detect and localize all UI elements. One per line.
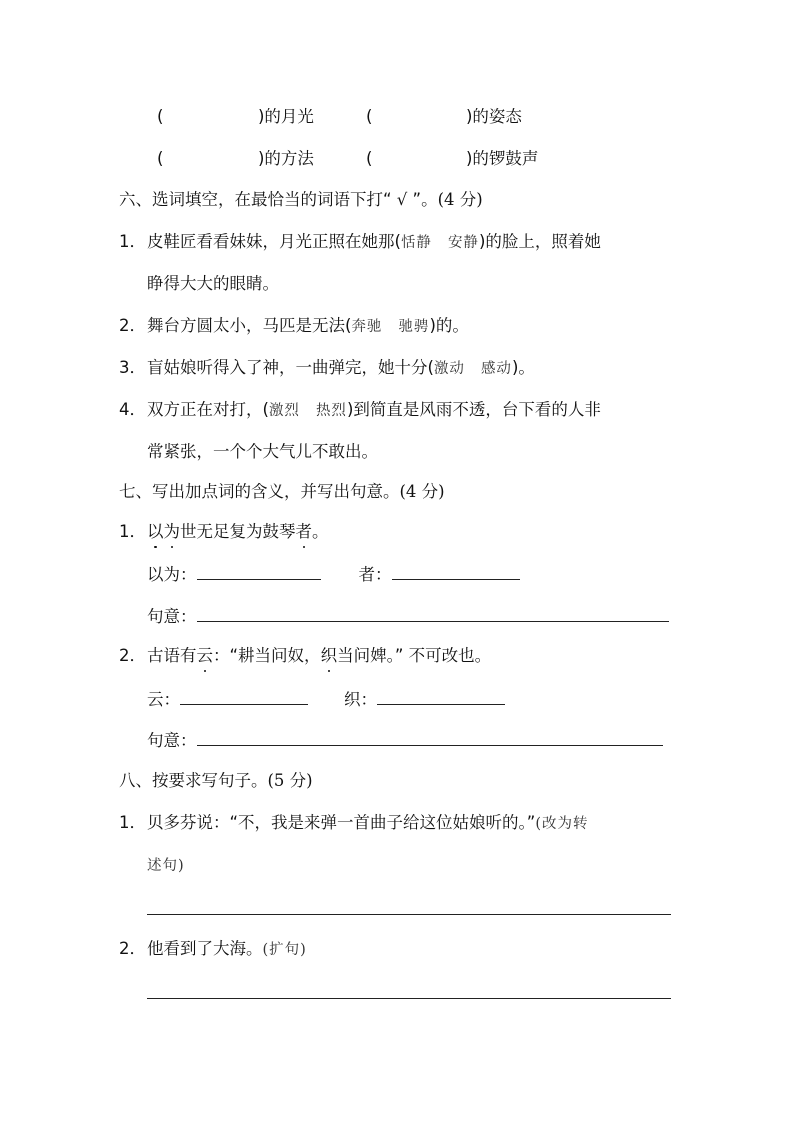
answer-line[interactable] <box>147 998 671 999</box>
section8-score: (5 分) <box>267 771 313 790</box>
meaning-label: 句意： <box>147 731 197 750</box>
item-text: )。 <box>511 358 535 377</box>
answer-blank[interactable] <box>197 563 321 580</box>
section8-item-1-cont <box>147 854 185 877</box>
item-number: 2． <box>119 939 146 958</box>
answer-line[interactable] <box>147 914 671 915</box>
section7-item-1-terms <box>147 563 520 586</box>
word-option[interactable]: 奔驰 <box>351 319 383 335</box>
open-paren: ( <box>157 149 164 168</box>
sentence-text: 。 <box>312 522 329 541</box>
section6-heading <box>119 189 483 211</box>
section6-item-4 <box>119 399 601 422</box>
sentence-text: 当问婢。” 不可改也。 <box>337 646 492 665</box>
section7-item-2-terms <box>147 688 505 711</box>
phrase-method: )的方法 <box>258 149 314 168</box>
item-text: )到简直是风雨不透，台下看的人非 <box>346 400 601 419</box>
item-number: 2． <box>119 646 146 665</box>
open-paren: ( <box>366 107 373 126</box>
section6-item-3 <box>119 357 535 380</box>
section6-item-4-cont: 常紧张，一个个大气儿不敢出。 <box>147 442 378 461</box>
dotted-char: 者 <box>295 522 312 541</box>
term-label: 织： <box>344 690 377 709</box>
section6-heading-text: 六、选词填空，在最恰当的词语下打 <box>119 190 383 209</box>
phrase-posture: )的姿态 <box>466 107 522 126</box>
answer-blank[interactable] <box>197 729 663 746</box>
item-number: 1． <box>119 232 146 251</box>
word-option[interactable]: 恬静 <box>400 235 432 251</box>
section6-item-1 <box>119 231 601 254</box>
answer-blank[interactable] <box>180 688 308 705</box>
section8-item-2 <box>119 938 307 961</box>
word-option[interactable]: 驰骋 <box>398 319 430 335</box>
section7-heading-text: 七、写出加点词的含义，并写出句意。 <box>119 482 400 501</box>
item-number: 4． <box>119 400 146 419</box>
section7-score: (4 分) <box>399 482 445 501</box>
item-number: 2． <box>119 316 146 335</box>
item-text: )的。 <box>429 316 469 335</box>
instruction-text: (改为转 <box>535 816 589 832</box>
section8-item-1 <box>119 812 589 835</box>
term-label: 以为： <box>147 565 197 584</box>
instruction-text: 述句) <box>147 858 185 874</box>
section7-item-1-meaning <box>147 605 669 628</box>
dotted-char: 以 <box>147 522 164 541</box>
sentence-text: 古语有 <box>147 646 197 665</box>
term-label: 云： <box>147 690 180 709</box>
term-label: 者： <box>358 565 392 584</box>
instruction-text: (扩句) <box>262 942 307 958</box>
section7-item-2-meaning <box>147 729 663 752</box>
meaning-label: 句意： <box>147 607 197 626</box>
item-text: 盲姑娘听得入了神，一曲弹完，她十分( <box>147 358 434 377</box>
item-text: )的脸上，照着她 <box>478 232 601 251</box>
item-text: 舞台方圆太小，马匹是无法( <box>147 316 352 335</box>
open-paren: ( <box>366 149 373 168</box>
item-number: 1． <box>119 813 146 832</box>
phrase-drums: )的锣鼓声 <box>466 149 539 168</box>
word-option[interactable]: 感动 <box>480 361 512 377</box>
section7-item-1 <box>119 521 329 543</box>
section6-item-2 <box>119 315 469 338</box>
section6-score: (4 分) <box>437 190 483 209</box>
word-option[interactable]: 安静 <box>447 235 479 251</box>
section8-heading <box>119 770 313 792</box>
check-mark-icon: “ √ ” <box>383 190 422 209</box>
word-option[interactable]: 热烈 <box>315 403 347 419</box>
word-option[interactable]: 激烈 <box>268 403 300 419</box>
dotted-char: 为 <box>163 522 180 541</box>
section7-item-2 <box>119 645 491 667</box>
answer-blank[interactable] <box>392 563 520 580</box>
answer-blank[interactable] <box>197 605 669 622</box>
item-text: 贝多芬说：“不，我是来弹一首曲子给这位姑娘听的。” <box>147 813 536 832</box>
section6-item-1-cont: 睁得大大的眼睛。 <box>147 274 279 293</box>
item-text: 双方正在对打，( <box>147 400 269 419</box>
sentence-text: ：“耕当问奴， <box>213 646 321 665</box>
section7-heading <box>119 481 445 503</box>
answer-blank[interactable] <box>377 688 505 705</box>
dotted-char: 织 <box>320 646 338 665</box>
open-paren: ( <box>157 107 164 126</box>
section8-heading-text: 八、按要求写句子。 <box>119 771 268 790</box>
item-text: 他看到了大海。 <box>147 939 263 958</box>
phrase-moonlight: )的月光 <box>258 107 314 126</box>
item-number: 1． <box>119 522 146 541</box>
heading-punct: 。 <box>421 190 438 209</box>
item-text: 皮鞋匠看看妹妹，月光正照在她那( <box>147 232 401 251</box>
word-option[interactable]: 激动 <box>433 361 465 377</box>
sentence-text: 世无足复为鼓琴 <box>180 522 296 541</box>
dotted-char: 云 <box>196 646 213 665</box>
item-number: 3． <box>119 358 146 377</box>
